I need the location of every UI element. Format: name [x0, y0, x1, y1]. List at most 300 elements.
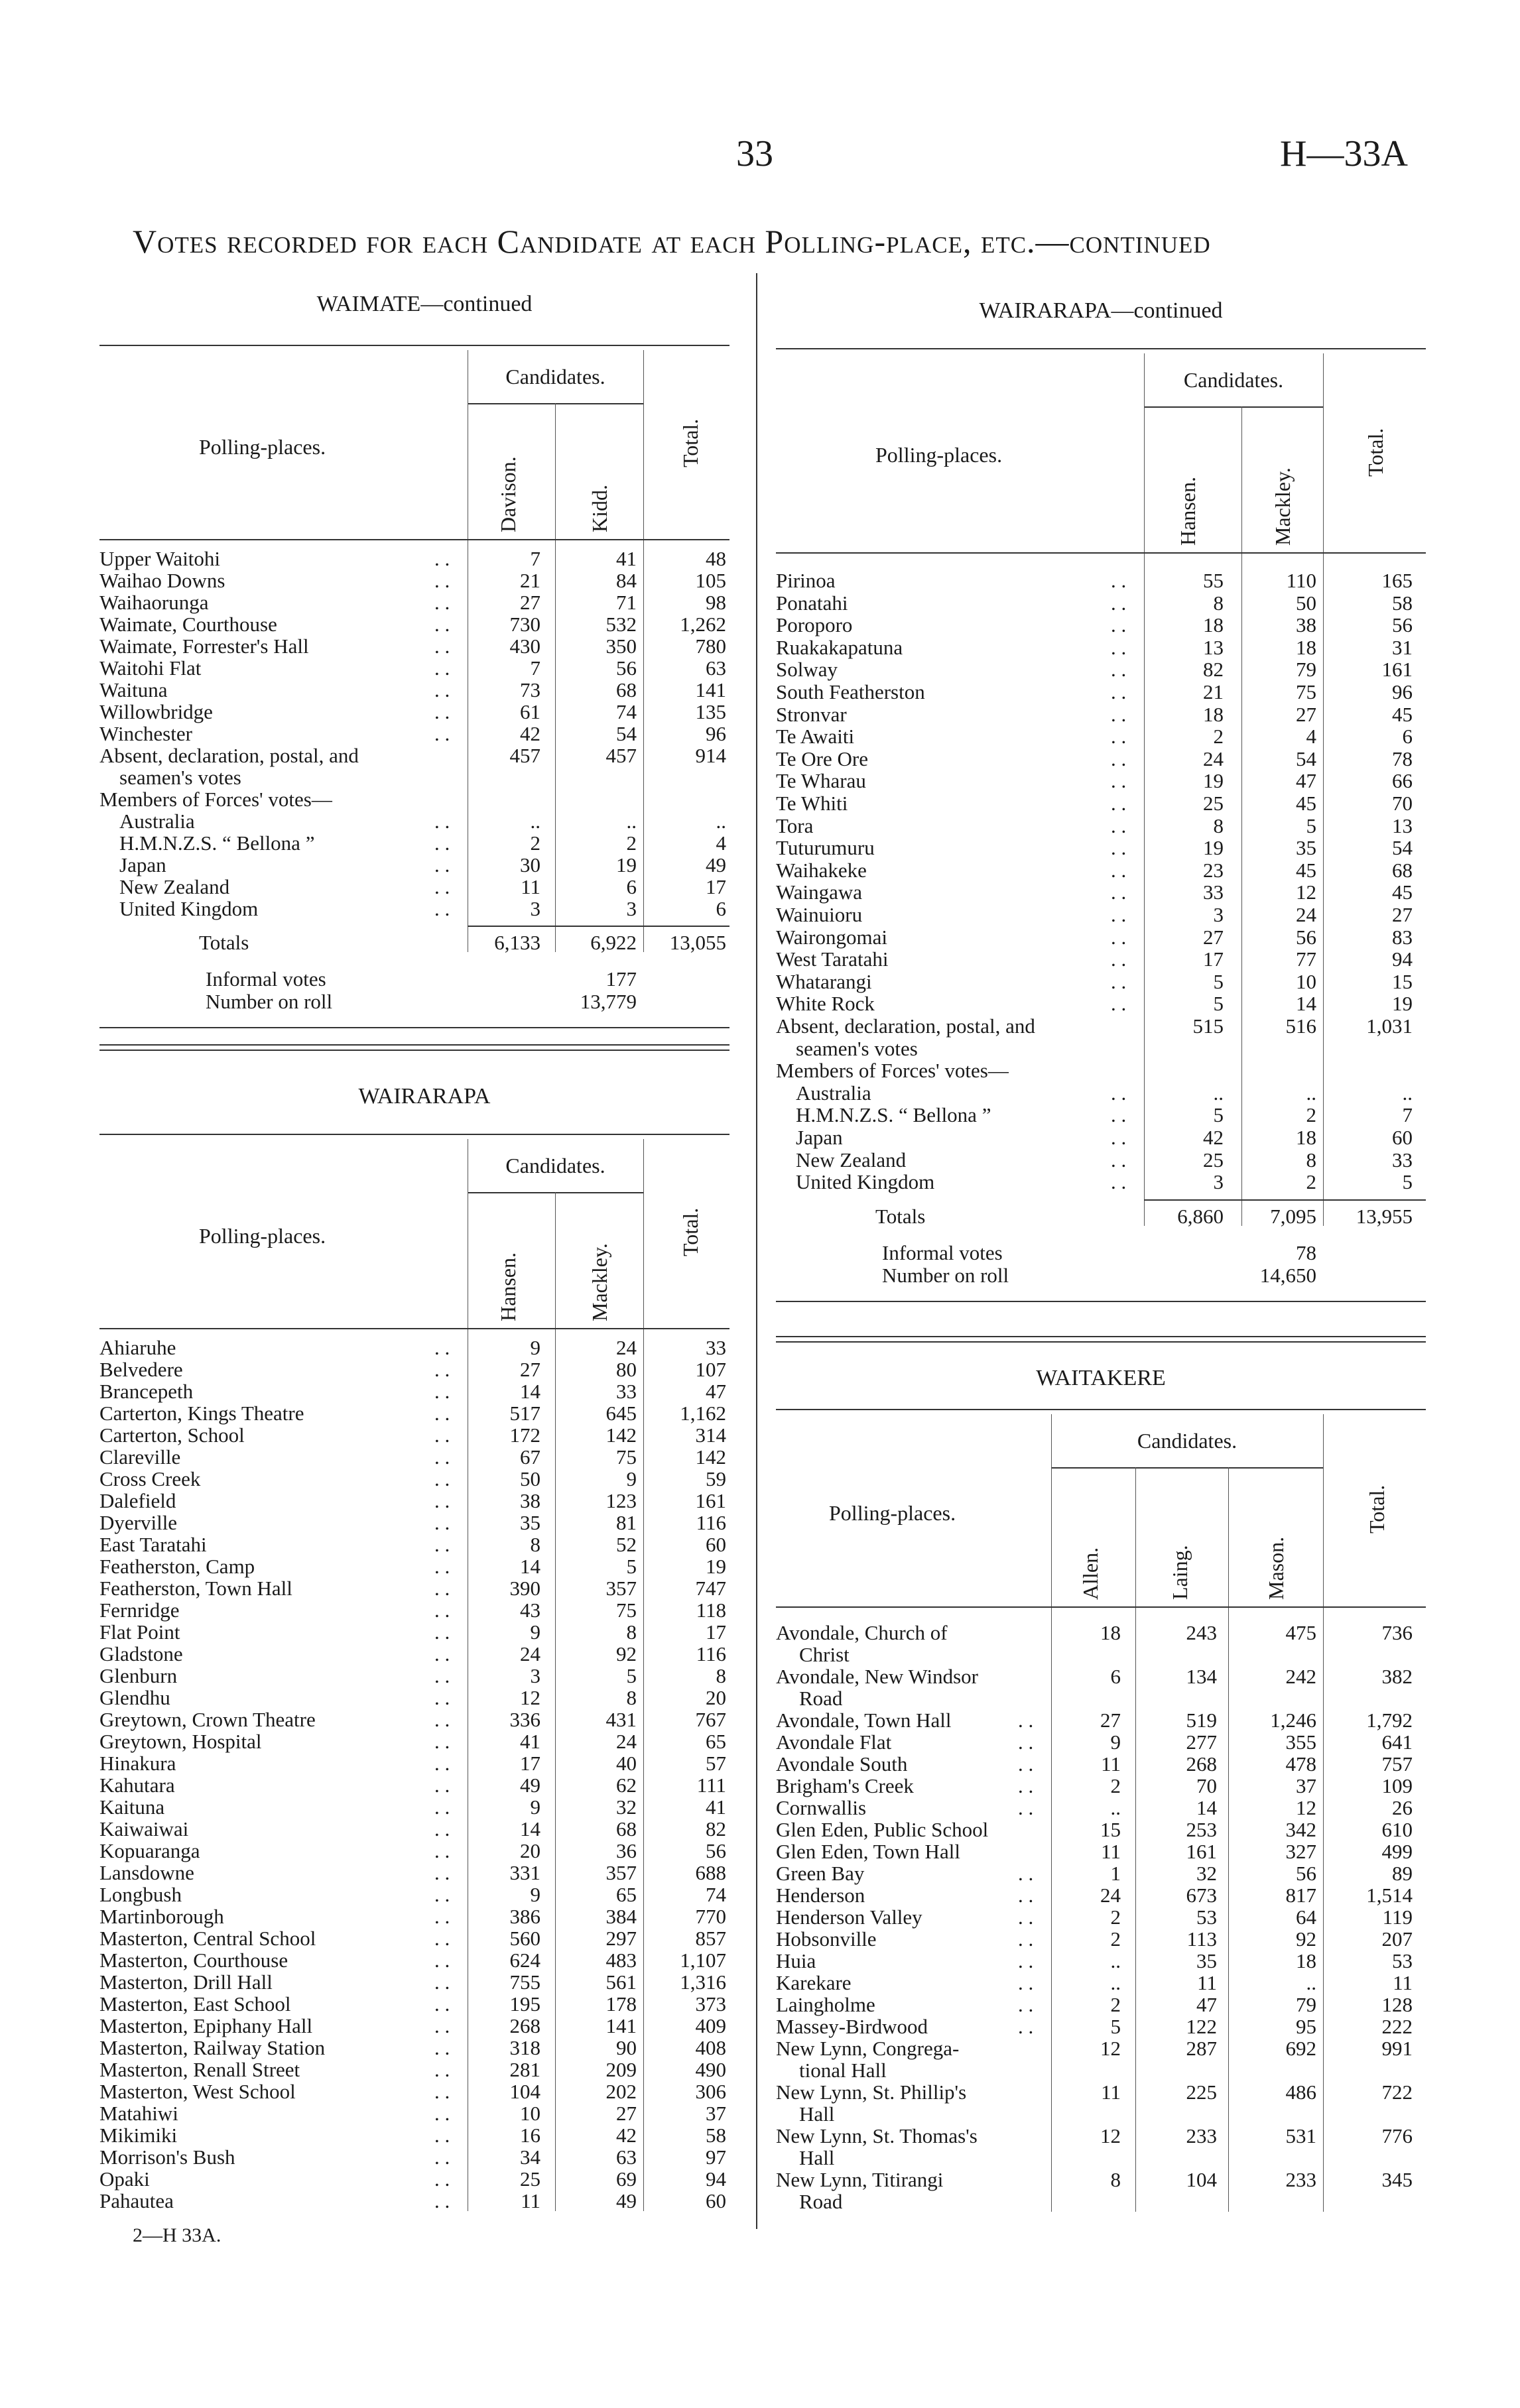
cell-value: 42	[1203, 1126, 1224, 1149]
header-rule	[1051, 1467, 1323, 1469]
candidate-name: Mackley.	[587, 1243, 611, 1321]
row-label: Wairongomai	[776, 925, 887, 949]
row-label: United Kingdom	[796, 1170, 935, 1194]
roll-value: 14,650	[1259, 1263, 1316, 1287]
candidates-header: Candidates.	[505, 1154, 605, 1177]
cell-value: 142	[695, 1445, 726, 1469]
leader-dots: . .	[434, 853, 450, 876]
cell-value: 45	[1296, 858, 1316, 882]
cell-value: 5	[626, 1555, 637, 1578]
cell-value: 11	[521, 2189, 540, 2212]
cell-value: 483	[605, 1949, 637, 1972]
section-title-wairarapa-cont: WAIRARAPA—continued	[979, 298, 1223, 323]
cell-value: 2	[1213, 725, 1224, 749]
leader-dots: . .	[434, 1905, 450, 1928]
cell-value: 10	[520, 2102, 540, 2125]
cell-value: 6	[716, 897, 726, 920]
leader-dots: . .	[434, 1817, 450, 1840]
cell-value: 9	[1110, 1730, 1121, 1754]
table-rule	[99, 1027, 729, 1028]
row-label: Masterton, Railway Station	[99, 2036, 326, 2059]
cell-value: 134	[1186, 1665, 1217, 1688]
cell-value: 94	[706, 2167, 726, 2191]
leader-dots: . .	[1111, 702, 1127, 726]
leader-dots: . .	[434, 1358, 450, 1381]
header-rule	[1144, 406, 1323, 408]
row-label: Te Whiti	[776, 792, 848, 815]
leader-dots: . .	[434, 875, 450, 898]
cell-value: 55	[1203, 569, 1224, 592]
row-label: Ponatahi	[776, 591, 848, 615]
header-rule	[99, 1328, 729, 1329]
cell-value: 27	[1100, 1709, 1121, 1732]
section-rule	[99, 1050, 729, 1051]
leader-dots: . .	[434, 1533, 450, 1556]
cell-value: 18	[1296, 1949, 1316, 1972]
cell-value: 37	[1296, 1774, 1316, 1797]
row-label: seamen's votes	[796, 1036, 918, 1060]
row-label: Upper Waitohi	[99, 547, 221, 570]
candidates-header: Candidates.	[1183, 368, 1284, 392]
cell-value: 641	[1381, 1730, 1413, 1754]
cell-value: 25	[520, 2167, 540, 2191]
row-label: Featherston, Town Hall	[99, 1577, 292, 1600]
cell-value: 1,162	[680, 1402, 726, 1425]
cell-value: 430	[509, 634, 540, 658]
page-footer: 2—H 33A.	[133, 2224, 222, 2246]
leader-dots: . .	[1018, 1709, 1034, 1732]
leader-dots: . .	[434, 2036, 450, 2059]
cell-value: 314	[695, 1423, 726, 1447]
row-label: Masterton, East School	[99, 1992, 291, 2016]
cell-value: 161	[1186, 1840, 1217, 1863]
cell-value: 42	[520, 722, 540, 745]
page-title: Votes recorded for each Candidate at each Polling-place, etc.—continued	[133, 223, 1211, 260]
leader-dots: . .	[1111, 880, 1127, 904]
page-number: 33	[736, 133, 773, 174]
cell-value: 63	[616, 2145, 637, 2169]
leader-dots: . .	[434, 2167, 450, 2191]
cell-value: ..	[1402, 1081, 1413, 1105]
leader-dots: . .	[434, 1861, 450, 1884]
cell-value: 327	[1285, 1840, 1316, 1863]
leader-dots: . .	[434, 678, 450, 701]
cell-value: 53	[1392, 1949, 1413, 1972]
cell-value: 2	[1306, 1170, 1316, 1194]
leader-dots: . .	[434, 1642, 450, 1665]
row-label: Waingawa	[776, 880, 863, 904]
row-label: Henderson	[776, 1884, 865, 1907]
row-label: Longbush	[99, 1883, 182, 1906]
leader-dots: . .	[1111, 1148, 1127, 1172]
section-rule	[99, 1044, 729, 1046]
cell-value: 914	[695, 744, 726, 767]
cell-value: 991	[1381, 2037, 1413, 2060]
cell-value: 69	[616, 2167, 637, 2191]
row-label: H.M.N.Z.S. “ Bellona ”	[119, 831, 315, 855]
row-label: Waihaorunga	[99, 591, 209, 614]
cell-value: 2	[1110, 1993, 1121, 2016]
cell-value: 59	[706, 1467, 726, 1490]
leader-dots: . .	[434, 1620, 450, 1644]
cell-value: 79	[1296, 658, 1316, 682]
cell-value: 8	[1213, 591, 1224, 615]
row-label: South Featherston	[776, 680, 925, 703]
cell-value: 12	[1100, 2037, 1121, 2060]
cell-value: 209	[605, 2058, 637, 2081]
cell-value: 14	[1296, 992, 1316, 1016]
cell-value: ..	[1306, 1081, 1316, 1105]
row-label: White Rock	[776, 992, 875, 1016]
leader-dots: . .	[434, 1839, 450, 1862]
cell-value: 8	[626, 1686, 637, 1709]
cell-value: 12	[1296, 1796, 1316, 1819]
cell-value: 60	[706, 2189, 726, 2212]
cell-value: 233	[1186, 2124, 1217, 2147]
cell-value: 268	[1186, 1752, 1217, 1776]
leader-dots: . .	[434, 1686, 450, 1709]
cell-value: 107	[695, 1358, 726, 1381]
cell-value: 7	[1402, 1103, 1413, 1127]
cell-value: 5	[1213, 992, 1224, 1016]
column-rule	[1051, 1414, 1052, 2212]
cell-value: 8	[1110, 2168, 1121, 2191]
leader-dots: . .	[1111, 969, 1127, 993]
cell-value: 5	[626, 1664, 637, 1687]
row-label: Glen Eden, Public School	[776, 1818, 989, 1841]
cell-value: ..	[716, 810, 726, 833]
row-label: United Kingdom	[119, 897, 259, 920]
cell-value: 490	[695, 2058, 726, 2081]
cell-value: 5	[1306, 813, 1316, 837]
row-label: H.M.N.Z.S. “ Bellona ”	[796, 1103, 991, 1127]
cell-value: 67	[520, 1445, 540, 1469]
cell-value: 92	[1296, 1927, 1316, 1951]
leader-dots: . .	[1111, 769, 1127, 793]
cell-value: 74	[616, 700, 637, 723]
row-label: Hall	[799, 2146, 835, 2169]
cell-value: 97	[706, 2145, 726, 2169]
row-label: New Lynn, Congrega-	[776, 2037, 960, 2060]
cell-value: 9	[626, 1467, 637, 1490]
cell-value: 1,031	[1366, 1014, 1413, 1038]
row-label: New Lynn, Titirangi	[776, 2168, 944, 2191]
leader-dots: . .	[1111, 658, 1127, 682]
row-label: Mikimiki	[99, 2124, 178, 2147]
cell-value: 60	[706, 1533, 726, 1556]
column-rule	[1323, 353, 1324, 1226]
row-label: Tora	[776, 813, 814, 837]
row-label: Hobsonville	[776, 1927, 877, 1951]
row-label: Masterton, Courthouse	[99, 1949, 288, 1972]
cell-value: 18	[1296, 635, 1316, 659]
row-label: Masterton, Central School	[99, 1927, 316, 1950]
row-label: Absent, declaration, postal, and	[776, 1014, 1035, 1038]
totals-label: Totals	[875, 1204, 926, 1228]
cell-value: 457	[509, 744, 540, 767]
cell-value: 104	[1186, 2168, 1217, 2191]
row-label: Waimate, Courthouse	[99, 613, 277, 636]
leader-dots: . .	[434, 700, 450, 723]
row-label: Dyerville	[99, 1511, 178, 1534]
cell-value: 54	[1392, 836, 1413, 860]
totals-value: 13,955	[1356, 1204, 1413, 1228]
row-label: Wainuioru	[776, 903, 863, 926]
leader-dots: . .	[434, 1992, 450, 2016]
cell-value: 65	[706, 1730, 726, 1753]
cell-value: 68	[616, 678, 637, 701]
cell-value: 390	[509, 1577, 540, 1600]
cell-value: 8	[1306, 1148, 1316, 1172]
row-label: Laingholme	[776, 1993, 875, 2016]
candidates-header: Candidates.	[1137, 1429, 1237, 1453]
column-rule	[1323, 1414, 1324, 2212]
row-label: Cross Creek	[99, 1467, 201, 1490]
row-label: Pirinoa	[776, 569, 836, 592]
cell-value: 409	[695, 2014, 726, 2037]
cell-value: 141	[605, 2014, 637, 2037]
cell-value: 350	[605, 634, 637, 658]
cell-value: 408	[695, 2036, 726, 2059]
polling-places-header: Polling-places.	[875, 443, 1003, 467]
cell-value: 225	[1186, 2080, 1217, 2104]
section-title-waimate: WAIMATE—continued	[316, 292, 533, 316]
cell-value: 14	[1196, 1796, 1217, 1819]
cell-value: ..	[626, 810, 637, 833]
cell-value: 19	[1203, 836, 1224, 860]
cell-value: 12	[1296, 880, 1316, 904]
cell-value: 41	[706, 1795, 726, 1819]
cell-value: 56	[706, 1839, 726, 1862]
row-label: Hall	[799, 2102, 835, 2126]
row-label: Tuturumuru	[776, 836, 875, 860]
totals-value: 6,133	[494, 931, 540, 954]
row-label: Winchester	[99, 722, 192, 745]
row-label: Avondale, Town Hall	[776, 1709, 952, 1732]
cell-value: 27	[1392, 903, 1413, 926]
row-label: tional Hall	[799, 2059, 887, 2082]
cell-value: 3	[530, 1664, 540, 1687]
cell-value: 48	[706, 547, 726, 570]
leader-dots: . .	[434, 591, 450, 614]
cell-value: 40	[616, 1752, 637, 1775]
cell-value: 5	[1402, 1170, 1413, 1194]
cell-value: 142	[605, 1423, 637, 1447]
leader-dots: . .	[1111, 836, 1127, 860]
cell-value: 342	[1285, 1818, 1316, 1841]
leader-dots: . .	[434, 613, 450, 636]
leader-dots: . .	[434, 634, 450, 658]
cell-value: 30	[520, 853, 540, 876]
cell-value: ..	[530, 810, 540, 833]
cell-value: 11	[1101, 1752, 1121, 1776]
informal-label: Informal votes	[882, 1240, 1003, 1264]
cell-value: 113	[1186, 1927, 1217, 1951]
row-label: Glenburn	[99, 1664, 178, 1687]
cell-value: 109	[1381, 1774, 1413, 1797]
cell-value: 486	[1285, 2080, 1316, 2104]
candidate-name: Hansen.	[1176, 477, 1200, 546]
candidate-name: Hansen.	[496, 1252, 520, 1321]
cell-value: 776	[1381, 2124, 1413, 2147]
cell-value: 116	[696, 1511, 726, 1534]
cell-value: 12	[1100, 2124, 1121, 2147]
cell-value: 747	[695, 1577, 726, 1600]
cell-value: 36	[616, 1839, 637, 1862]
cell-value: ..	[1213, 1081, 1224, 1105]
row-label: Christ	[799, 1643, 850, 1666]
cell-value: 24	[1100, 1884, 1121, 1907]
column-rule	[643, 1139, 644, 2211]
cell-value: 8	[530, 1533, 540, 1556]
leader-dots: . .	[434, 1336, 450, 1359]
cell-value: 2	[1110, 1905, 1121, 1929]
leader-dots: . .	[1111, 591, 1127, 615]
cell-value: 110	[1286, 569, 1316, 592]
roll-label: Number on roll	[882, 1263, 1009, 1287]
leader-dots: . .	[1018, 1752, 1034, 1776]
cell-value: 47	[1296, 769, 1316, 793]
cell-value: 58	[706, 2124, 726, 2147]
leader-dots: . .	[434, 1708, 450, 1731]
leader-dots: . .	[1111, 680, 1127, 703]
cell-value: 82	[706, 1817, 726, 1840]
row-label: Australia	[119, 810, 195, 833]
cell-value: 357	[605, 1577, 637, 1600]
candidate-name: Laing.	[1167, 1545, 1192, 1600]
row-label: Greytown, Crown Theatre	[99, 1708, 316, 1731]
cell-value: 68	[1392, 858, 1413, 882]
cell-value: 384	[605, 1905, 637, 1928]
cell-value: 15	[1392, 969, 1413, 993]
cell-value: 9	[530, 1336, 540, 1359]
cell-value: 233	[1285, 2168, 1316, 2191]
leader-dots: . .	[434, 1423, 450, 1447]
row-label: Poroporo	[776, 613, 853, 637]
cell-value: 165	[1381, 569, 1413, 592]
cell-value: 516	[1285, 1014, 1316, 1038]
leader-dots: . .	[434, 569, 450, 592]
row-label: Karekare	[776, 1971, 852, 1994]
header-rule	[776, 552, 1426, 554]
row-label: Avondale Flat	[776, 1730, 892, 1754]
row-label: Kahutara	[99, 1774, 175, 1797]
cell-value: 58	[1392, 591, 1413, 615]
cell-value: 33	[616, 1380, 637, 1403]
cell-value: 11	[1101, 1840, 1121, 1863]
cell-value: 14	[520, 1380, 540, 1403]
leader-dots: . .	[434, 1577, 450, 1600]
row-label: Pahautea	[99, 2189, 174, 2212]
cell-value: 34	[520, 2145, 540, 2169]
cell-value: 80	[616, 1358, 637, 1381]
leader-dots: . .	[434, 722, 450, 745]
cell-value: 119	[1382, 1905, 1413, 1929]
cell-value: 24	[1203, 747, 1224, 770]
cell-value: 56	[616, 656, 637, 680]
cell-value: 10	[1296, 969, 1316, 993]
cell-value: 767	[695, 1708, 726, 1731]
cell-value: 35	[1196, 1949, 1217, 1972]
totals-value: 6,860	[1177, 1204, 1224, 1228]
cell-value: 386	[509, 1905, 540, 1928]
leader-dots: . .	[1018, 1862, 1034, 1885]
cell-value: 17	[1203, 947, 1224, 971]
cell-value: 27	[520, 591, 540, 614]
candidates-header: Candidates.	[505, 365, 605, 389]
cell-value: 24	[616, 1730, 637, 1753]
row-label: Waimate, Forrester's Hall	[99, 634, 309, 658]
header-rule	[776, 1606, 1426, 1608]
leader-dots: . .	[434, 1730, 450, 1753]
cell-value: 118	[696, 1598, 726, 1622]
row-label: Members of Forces' votes—	[99, 788, 332, 811]
cell-value: 82	[1203, 658, 1224, 682]
column-rule	[643, 350, 644, 952]
leader-dots: . .	[434, 1402, 450, 1425]
cell-value: 18	[1203, 613, 1224, 637]
cell-value: 63	[706, 656, 726, 680]
row-label: Whatarangi	[776, 969, 872, 993]
leader-dots: . .	[434, 1467, 450, 1490]
cell-value: 96	[706, 722, 726, 745]
cell-value: 355	[1285, 1730, 1316, 1754]
leader-dots: . .	[1018, 1927, 1034, 1951]
cell-value: 692	[1285, 2037, 1316, 2060]
leader-dots: . .	[434, 547, 450, 570]
section-rule	[776, 1341, 1426, 1343]
cell-value: 70	[1196, 1774, 1217, 1797]
cell-value: 57	[706, 1752, 726, 1775]
row-label: Waitohi Flat	[99, 656, 202, 680]
cell-value: 8	[1213, 813, 1224, 837]
cell-value: 61	[520, 700, 540, 723]
cell-value: 357	[605, 1861, 637, 1884]
cell-value: 5	[1213, 1103, 1224, 1127]
cell-value: 297	[605, 1927, 637, 1950]
leader-dots: . .	[434, 1445, 450, 1469]
cell-value: 755	[509, 1970, 540, 1994]
leader-dots: . .	[434, 1380, 450, 1403]
totals-value: 7,095	[1270, 1204, 1316, 1228]
table-rule	[99, 1134, 729, 1135]
cell-value: 345	[1381, 2168, 1413, 2191]
leader-dots: . .	[1111, 613, 1127, 637]
cell-value: 2	[1110, 1927, 1121, 1951]
cell-value: 3	[1213, 903, 1224, 926]
cell-value: 336	[509, 1708, 540, 1731]
cell-value: 33	[1203, 880, 1224, 904]
totals-rule	[468, 926, 729, 927]
cell-value: 23	[1203, 858, 1224, 882]
cell-value: 14	[520, 1817, 540, 1840]
cell-value: 531	[1285, 2124, 1316, 2147]
cell-value: 161	[695, 1489, 726, 1512]
cell-value: 770	[695, 1905, 726, 1928]
cell-value: 27	[616, 2102, 637, 2125]
cell-value: 281	[509, 2058, 540, 2081]
cell-value: 49	[520, 1774, 540, 1797]
candidate-name: Mason.	[1263, 1536, 1288, 1600]
candidate-name: Mackley.	[1270, 467, 1295, 546]
leader-dots: . .	[434, 2102, 450, 2125]
cell-value: 83	[1392, 925, 1413, 949]
polling-places-header: Polling-places.	[829, 1500, 956, 1525]
row-label: Te Ore Ore	[776, 747, 868, 770]
row-label: Fernridge	[99, 1598, 180, 1622]
cell-value: 122	[1186, 2015, 1217, 2038]
cell-value: 517	[509, 1402, 540, 1425]
